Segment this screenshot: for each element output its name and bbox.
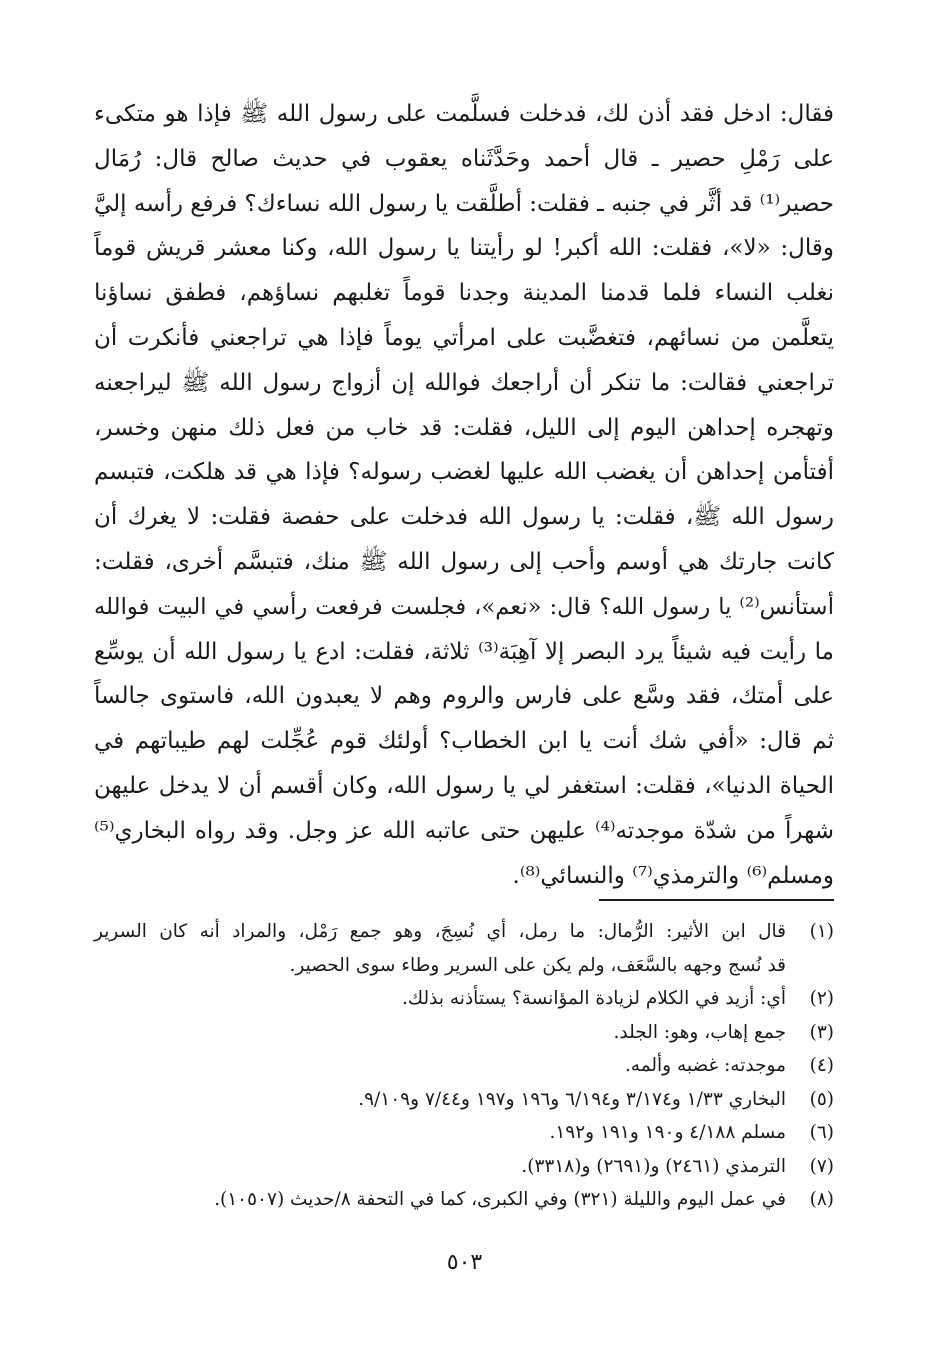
footnote	[94, 982, 834, 1016]
text-line: شهراً من شدّة موجدته⁽⁴⁾ عليهن حتى عاتبه الله عز وجل. وقد رواه البخاري⁽⁵⁾	[94, 817, 834, 844]
footnote-number: (٧)	[809, 1155, 834, 1177]
text-line: الحياة الدنيا»، فقلت: استغفر لي يا رسول الله، وكان أقسم أن لا يدخل عليهن	[94, 772, 834, 799]
footnote	[94, 1083, 834, 1117]
footnote-text	[94, 1083, 786, 1117]
footnote-number: (٤)	[809, 1055, 834, 1076]
footnote-line: قد نُسج وجهه بالسَّعَف، ولم يكن على السرير وطاء سوى الحصير.	[289, 954, 786, 976]
footnote-number: (١)	[809, 921, 834, 942]
text-line: يتعلَّمن من نسائهم، فتغضَّبت على امرأتي يوماً فإذا هي تراجعني فأنكرت أن	[94, 324, 834, 351]
text-line: ومسلم⁽⁶⁾ والترمذي⁽⁷⁾ والنسائي⁽⁸⁾.	[512, 862, 834, 889]
text-line: وتهجره إحداهن اليوم إلى الليل، فقلت: قد خاب من فعل ذلك منهن وخسر،	[94, 414, 834, 441]
footnote	[94, 1183, 834, 1217]
footnote-number: (٨)	[809, 1189, 834, 1210]
footnote	[94, 1049, 834, 1083]
footnote-text	[94, 1016, 786, 1050]
text-line: ثم قال: «أفي شك أنت يا ابن الخطاب؟ أولئك قوم عُجِّلت لهم طيباتهم في	[94, 728, 834, 755]
footnote-line: موجدته: غضبه وألمه.	[624, 1055, 786, 1076]
text-line: أفتأمن إحداهن أن يغضب الله عليها لغضب رسوله؟ فإذا هي قد هلكت، فتبسم	[94, 459, 834, 486]
main-text-block	[94, 92, 834, 898]
hadith-paragraph	[94, 92, 834, 898]
footnote-number: (٥)	[809, 1088, 834, 1110]
text-line: كانت جارتك هي أوسم وأحب إلى رسول الله ﷺ منك، فتبسَّم أخرى، فقلت:	[94, 548, 834, 575]
footnote-separator	[599, 899, 834, 901]
footnote-line: البخاري ١/٣٣ و٣/١٧٤ و٦/١٩٤ و١٩٦ و١٩٧ و٧/٤٤ و٩/١٠٩.	[358, 1088, 786, 1110]
footnote-line: الترمذي (٢٤٦١) و(٢٦٩١) و(٣٣١٨).	[521, 1155, 786, 1177]
text-line: ما رأيت فيه شيئاً يرد البصر إلا آهِبَة⁽³⁾ ثلاثة، فقلت: ادع يا رسول الله أن يوسِّع	[94, 638, 834, 665]
footnote-line: مسلم ٤/١٨٨ و١٩٠ و١٩١ و١٩٢.	[549, 1122, 786, 1143]
footnote	[94, 1150, 834, 1184]
text-line: تراجعني فقالت: ما تنكر أن أراجعك فوالله إن أزواج رسول الله ﷺ ليراجعنه	[94, 369, 834, 396]
text-line: أستأنس⁽²⁾ يا رسول الله؟ قال: «نعم»، فجلست فرفعت رأسي في البيت فوالله	[94, 593, 834, 620]
footnote-number: (٣)	[809, 1021, 834, 1043]
footnote-number: (٦)	[809, 1122, 834, 1143]
footnote	[94, 1116, 834, 1150]
footnote-line: قال ابن الأثير: الرُّمال: ما رمل، أي نُسِجَ، وهو جمع رَمْل، والمراد أنه كان السرير	[94, 921, 786, 942]
text-line: رسول الله ﷺ، فقلت: يا رسول الله فدخلت على حفصة فقلت: لا يغرك أن	[94, 504, 834, 531]
footnote-line: جمع إهاب، وهو: الجلد.	[613, 1021, 786, 1043]
text-line: على رَمْلِ حصير ـ قال أحمد وحَدَّثَناه يعقوب في حديث صالح قال: رُمَال	[94, 145, 834, 172]
footnote	[94, 1016, 834, 1050]
footnote-text	[94, 1049, 786, 1083]
text-line: فقال: ادخل فقد أذن لك، فدخلت فسلَّمت على رسول الله ﷺ فإذا هو متكىء	[94, 101, 834, 127]
footnote-line: أي: أزيد في الكلام لزيادة المؤانسة؟ يستأذنه بذلك.	[402, 988, 786, 1009]
footnote-line: في عمل اليوم والليلة (٣٢١) وفي الكبرى، كما في التحفة ٨/حديث (١٠٥٠٧).	[214, 1189, 786, 1210]
footnote-text	[94, 915, 786, 982]
text-line: على أمتك، فقد وسَّع على فارس والروم وهم لا يعبدون الله، فاستوى جالساً	[94, 683, 834, 710]
footnote-text	[94, 1183, 786, 1217]
text-line: نغلب النساء فلما قدمنا المدينة وجدنا قوماً تغلبهم نساؤهم، فطفق نساؤنا	[94, 280, 834, 307]
page-number: ٥٠٣	[446, 1250, 483, 1275]
footnote-text	[94, 982, 786, 1016]
text-line: وقال: «لا»، فقلت: الله أكبر! لو رأيتنا يا رسول الله، وكنا معشر قريش قوماً	[94, 235, 834, 262]
footnote-number: (٢)	[809, 988, 834, 1009]
footnote	[94, 915, 834, 982]
footnote-text	[94, 1116, 786, 1150]
footnote-text	[94, 1150, 786, 1184]
text-line: حصير⁽¹⁾ قد أثَّر في جنبه ـ فقلت: أطلَّقت يا رسول الله نساءك؟ فرفع رأسه إليَّ	[94, 190, 834, 217]
footnotes-section	[94, 915, 834, 1217]
